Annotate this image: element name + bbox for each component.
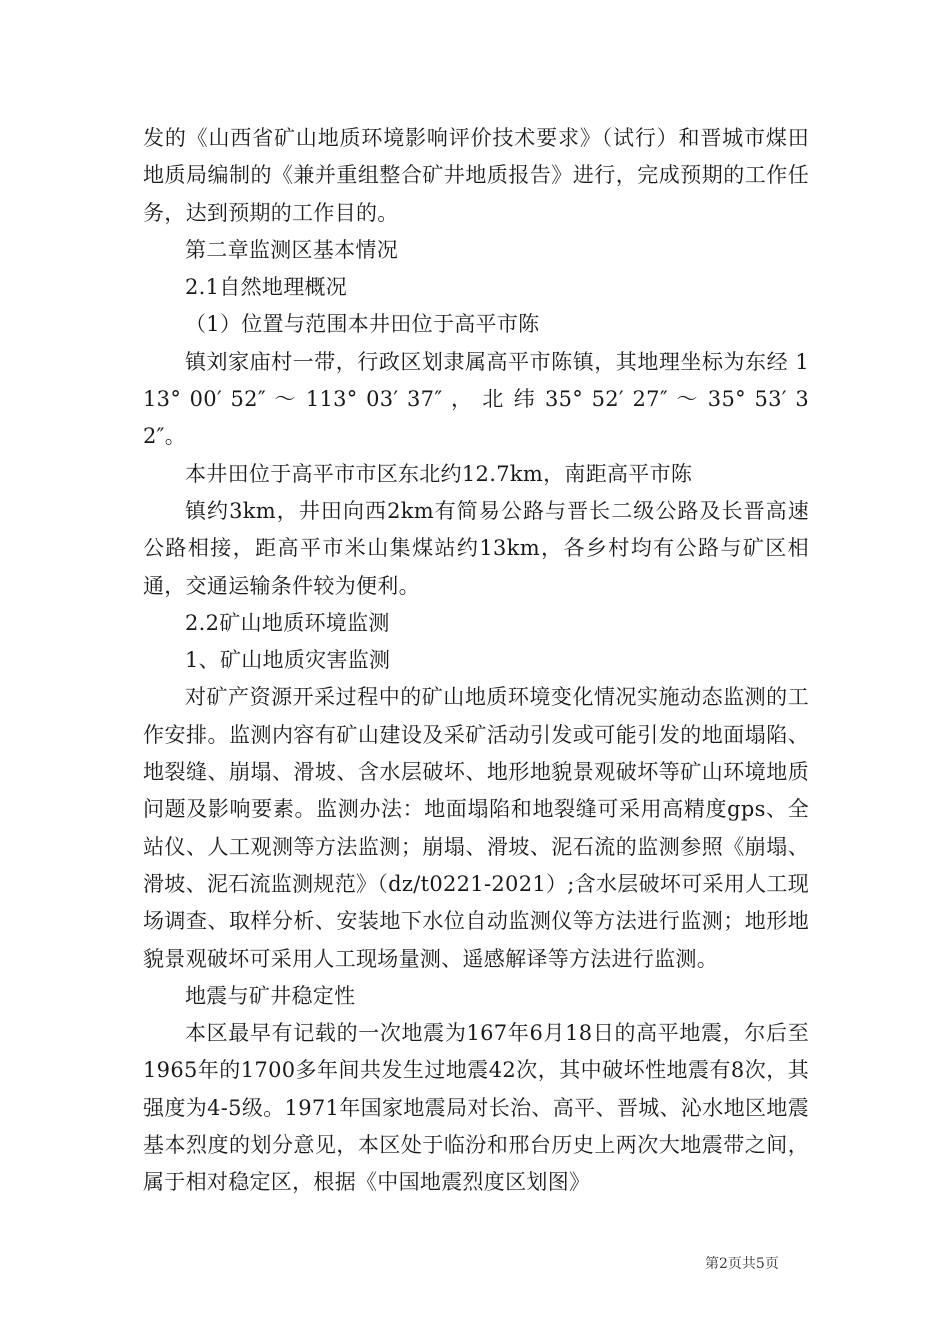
- paragraph-earthquake: 本区最早有记载的一次地震为167年6月18日的高平地震，尔后至1965年的1700多年间共发生过地震42次，其中破坏性地震有8次，其强度为4-5级。1971年国家地震局对长治、高平、晋城、沁水地区地震基本烈度的划分意见，本区处于临汾和邢台历史上两次大地震带之间，属于相对稳定区，根据《中国地震烈度区划图》: [143, 1021, 809, 1195]
- subsection-heading-hazard: 1、矿山地质灾害监测: [185, 648, 391, 673]
- section-heading-2-1: 2.1自然地理概况: [185, 275, 348, 300]
- paragraph-1: 发的《山西省矿山地质环境影响评价技术要求》（试行）和晋城市煤田地质局编制的《兼并重组整合矿井地质报告》进行，完成预期的工作任务，达到预期的工作目的。: [143, 126, 809, 225]
- chapter-heading: 第二章监测区基本情况: [185, 237, 398, 262]
- paragraph-monitoring: 对矿产资源开采过程中的矿山地质环境变化情况实施动态监测的工作安排。监测内容有矿山建设及采矿活动引发或可能引发的地面塌陷、地裂缝、崩塌、滑坡、含水层破坏、地形地貌景观破坏等矿山环境地质问题及影响要素。监测办法：地面塌陷和地裂缝可采用高精度gps、全站仪、人工观测等方法监测；崩塌、滑坡、泥石流的监测参照《崩塌、滑坡、泥石流监测规范》（dz/t0221-2021）;含水层破坏可采用人工现场调查、取样分析、安装地下水位自动监测仪等方法进行监测；地形地貌景观破坏可采用人工现场量测、遥感解译等方法进行监测。: [143, 685, 809, 971]
- paragraph-transport: 镇约3km，井田向西2km有简易公路与晋长二级公路及长晋高速公路相接，距高平市米山集煤站约13km，各乡村均有公路与矿区相通，交通运输条件较为便利。: [143, 498, 809, 598]
- section-heading-2-2: 2.2矿山地质环境监测: [185, 610, 390, 635]
- page-number-footer: 第2页共5页: [705, 1256, 779, 1272]
- document-body: [143, 120, 809, 1202]
- paragraph-location: （1）位置与范围本井田位于高平市陈: [185, 312, 540, 337]
- paragraph-distance: 本井田位于高平市市区东北约12.7km，南距高平市陈: [185, 461, 693, 486]
- paragraph-coordinates: 镇刘家庙村一带，行政区划隶属高平市陈镇，其地理坐标为东经 113° 00′ 52″ ～ 113° 03′ 37″ ， 北 纬 35° 52′ 27″ ～ 35° 53′ 32″。: [143, 349, 809, 449]
- subsection-heading-earthquake: 地震与矿井稳定性: [185, 983, 356, 1008]
